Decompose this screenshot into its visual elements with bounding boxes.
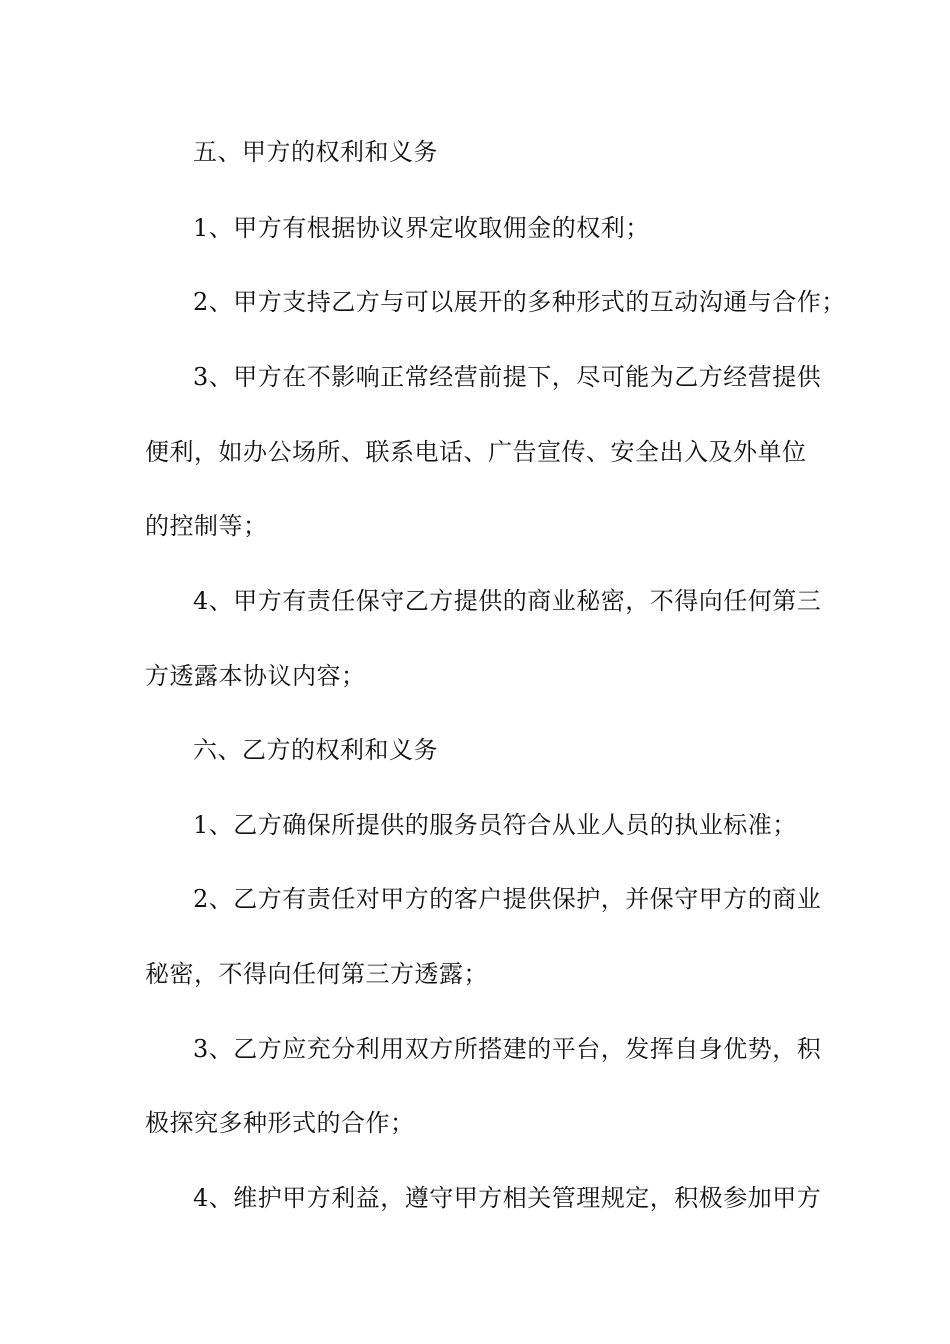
section6-item-2-line-1: 2、乙方有责任对甲方的客户提供保护，并保守甲方的商业 [193,885,822,913]
section6-item-3-line-2: 极探究多种形式的合作； [145,1109,415,1137]
section6-item-4-line-1: 4、维护甲方利益，遵守甲方相关管理规定，积极参加甲方 [193,1184,822,1212]
section-heading-5: 五、甲方的权利和义务 [193,138,438,166]
section5-item-3-line-2: 便利，如办公场所、联系电话、广告宣传、安全出入及外单位 [145,438,807,466]
section6-item-3-line-1: 3、乙方应充分利用双方所搭建的平台，发挥自身优势，积 [193,1035,822,1063]
section5-item-1: 1、甲方有根据协议界定收取佣金的权利； [193,214,650,242]
section5-item-4-line-2: 方透露本协议内容； [145,662,366,690]
section5-item-4-line-1: 4、甲方有责任保守乙方提供的商业秘密，不得向任何第三 [193,587,822,615]
section5-item-3-line-1: 3、甲方在不影响正常经营前提下，尽可能为乙方经营提供 [193,363,822,391]
section6-item-1: 1、乙方确保所提供的服务员符合从业人员的执业标准； [193,811,797,839]
section5-item-3-line-3: 的控制等； [145,512,268,540]
section5-item-2: 2、甲方支持乙方与可以展开的多种形式的互动沟通与合作； [193,288,846,316]
section6-item-2-line-2: 秘密，不得向任何第三方透露； [145,960,488,988]
section-heading-6: 六、乙方的权利和义务 [193,736,438,764]
